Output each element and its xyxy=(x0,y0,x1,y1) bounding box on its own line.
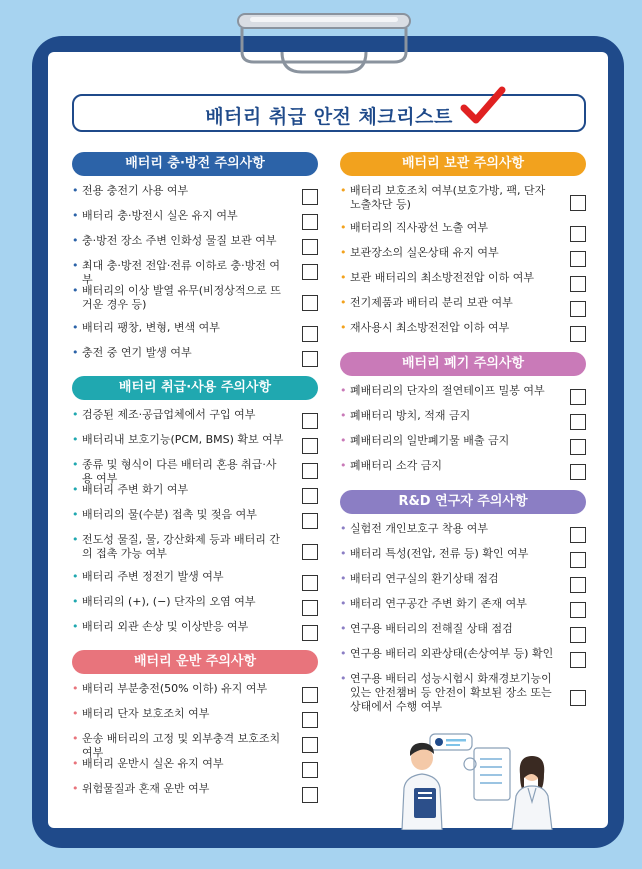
list-item: • 배터리의 이상 발열 유무(비정상적으로 뜨거운 경우 등) xyxy=(72,284,318,321)
section-header: 배터리 보관 주의사항 xyxy=(340,152,586,176)
checkmark-icon xyxy=(458,82,506,130)
checklist xyxy=(340,384,586,484)
list-item: • 배터리 운반시 실온 유지 여부 xyxy=(72,757,318,782)
list-item: • 폐배터리 방치, 적재 금지 xyxy=(340,409,586,434)
checkbox[interactable] xyxy=(302,625,318,641)
section-header: 배터리 운반 주의사항 xyxy=(72,650,318,674)
section-charging xyxy=(72,152,318,371)
checkbox[interactable] xyxy=(302,189,318,205)
list-item: • 폐배터리 소각 금지 xyxy=(340,459,586,484)
checkbox[interactable] xyxy=(302,737,318,753)
list-item: • 충전 중 연기 발생 여부 xyxy=(72,346,318,371)
list-item: • 전기제품과 배터리 분리 보관 여부 xyxy=(340,296,586,321)
section-disposal xyxy=(340,352,586,484)
checkbox[interactable] xyxy=(302,413,318,429)
checkbox[interactable] xyxy=(302,513,318,529)
checkbox[interactable] xyxy=(570,389,586,405)
section-header: 배터리 충·방전 주의사항 xyxy=(72,152,318,176)
list-item: • 배터리 팽창, 변형, 변색 여부 xyxy=(72,321,318,346)
section-rnd xyxy=(340,490,586,724)
list-item: • 실험전 개인보호구 착용 여부 xyxy=(340,522,586,547)
checkbox[interactable] xyxy=(302,326,318,342)
checkbox[interactable] xyxy=(302,544,318,560)
list-item: • 운송 배터리의 고정 및 외부충격 보호조치 여부 xyxy=(72,732,318,757)
checkbox[interactable] xyxy=(570,301,586,317)
checkbox[interactable] xyxy=(302,463,318,479)
list-item: • 전도성 물질, 물, 강산화제 등과 배터리 간의 접촉 가능 여부 xyxy=(72,533,318,570)
checklist xyxy=(72,184,318,371)
section-storage xyxy=(340,152,586,346)
list-item: • 종류 및 형식이 다른 배터리 혼용 취급·사용 여부 xyxy=(72,458,318,483)
section-header: 배터리 취급·사용 주의사항 xyxy=(72,376,318,400)
section-header: R&D 연구자 주의사항 xyxy=(340,490,586,514)
checkbox[interactable] xyxy=(570,527,586,543)
section-transport xyxy=(72,650,318,807)
page-title: 배터리 취급 안전 체크리스트 xyxy=(205,106,453,128)
checkbox[interactable] xyxy=(570,552,586,568)
section-handling xyxy=(72,376,318,645)
list-item: • 전용 충전기 사용 여부 xyxy=(72,184,318,209)
checkbox[interactable] xyxy=(302,787,318,803)
list-item: • 배터리 주변 정전기 발생 여부 xyxy=(72,570,318,595)
checkbox[interactable] xyxy=(570,652,586,668)
checkbox[interactable] xyxy=(570,195,586,211)
list-item: • 연구용 배터리 외관상태(손상여부 등) 확인 xyxy=(340,647,586,672)
checkbox[interactable] xyxy=(302,264,318,280)
checkbox[interactable] xyxy=(302,762,318,778)
list-item: • 배터리 충·방전시 실온 유지 여부 xyxy=(72,209,318,234)
checkbox[interactable] xyxy=(302,600,318,616)
list-item: • 배터리 부분충전(50% 이하) 유지 여부 xyxy=(72,682,318,707)
list-item: • 연구용 배터리의 전해질 상태 점검 xyxy=(340,622,586,647)
list-item: • 최대 충·방전 전압·전류 이하로 충·방전 여부 xyxy=(72,259,318,284)
list-item: • 배터리 특성(전압, 전류 등) 확인 여부 xyxy=(340,547,586,572)
list-item: • 폐배터리의 일반폐기물 배출 금지 xyxy=(340,434,586,459)
checklist xyxy=(340,522,586,724)
checkbox[interactable] xyxy=(570,602,586,618)
checkbox[interactable] xyxy=(302,295,318,311)
section-header: 배터리 폐기 주의사항 xyxy=(340,352,586,376)
list-item: • 배터리 연구공간 주변 화기 존재 여부 xyxy=(340,597,586,622)
list-item: • 배터리 연구실의 환기상태 점검 xyxy=(340,572,586,597)
checkbox[interactable] xyxy=(302,351,318,367)
list-item: • 충·방전 장소 주변 인화성 물질 보관 여부 xyxy=(72,234,318,259)
checkbox[interactable] xyxy=(570,690,586,706)
checkbox[interactable] xyxy=(302,438,318,454)
checkbox[interactable] xyxy=(302,575,318,591)
checklist xyxy=(72,682,318,807)
list-item: • 보관장소의 실온상태 유지 여부 xyxy=(340,246,586,271)
list-item: • 배터리의 (+), (−) 단자의 오염 여부 xyxy=(72,595,318,620)
clipboard-clip-icon xyxy=(232,12,416,76)
checklist xyxy=(72,408,318,645)
title-banner xyxy=(72,94,586,132)
list-item: • 배터리 외관 손상 및 이상반응 여부 xyxy=(72,620,318,645)
checkbox[interactable] xyxy=(570,627,586,643)
researchers-illustration xyxy=(392,730,592,830)
checkbox[interactable] xyxy=(570,326,586,342)
list-item: • 검증된 제조·공급업체에서 구입 여부 xyxy=(72,408,318,433)
list-item: • 배터리 단자 보호조치 여부 xyxy=(72,707,318,732)
checklist xyxy=(340,184,586,346)
checkbox[interactable] xyxy=(302,488,318,504)
checkbox[interactable] xyxy=(302,214,318,230)
list-item: • 배터리내 보호기능(PCM, BMS) 확보 여부 xyxy=(72,433,318,458)
list-item: • 연구용 배터리 성능시험시 화재경보기능이 있는 안전챔버 등 안전이 확보된 장소 또는 상태에서 수행 여부 xyxy=(340,672,586,724)
checkbox[interactable] xyxy=(302,239,318,255)
checkbox[interactable] xyxy=(302,712,318,728)
checkbox[interactable] xyxy=(570,414,586,430)
list-item: • 보관 배터리의 최소방전전압 이하 여부 xyxy=(340,271,586,296)
list-item: • 배터리의 물(수분) 접촉 및 젖음 여부 xyxy=(72,508,318,533)
list-item: • 배터리 주변 화기 여부 xyxy=(72,483,318,508)
checkbox[interactable] xyxy=(302,687,318,703)
list-item: • 위험물질과 혼재 운반 여부 xyxy=(72,782,318,807)
list-item: • 배터리의 직사광선 노출 여부 xyxy=(340,221,586,246)
list-item: • 재사용시 최소방전전압 이하 여부 xyxy=(340,321,586,346)
list-item: • 배터리 보호조치 여부(보호가방, 팩, 단자 노출차단 등) xyxy=(340,184,586,221)
checkbox[interactable] xyxy=(570,251,586,267)
checkbox[interactable] xyxy=(570,439,586,455)
checkbox[interactable] xyxy=(570,577,586,593)
checkbox[interactable] xyxy=(570,276,586,292)
checkbox[interactable] xyxy=(570,464,586,480)
list-item: • 폐배터리의 단자의 절연테이프 밀봉 여부 xyxy=(340,384,586,409)
checkbox[interactable] xyxy=(570,226,586,242)
